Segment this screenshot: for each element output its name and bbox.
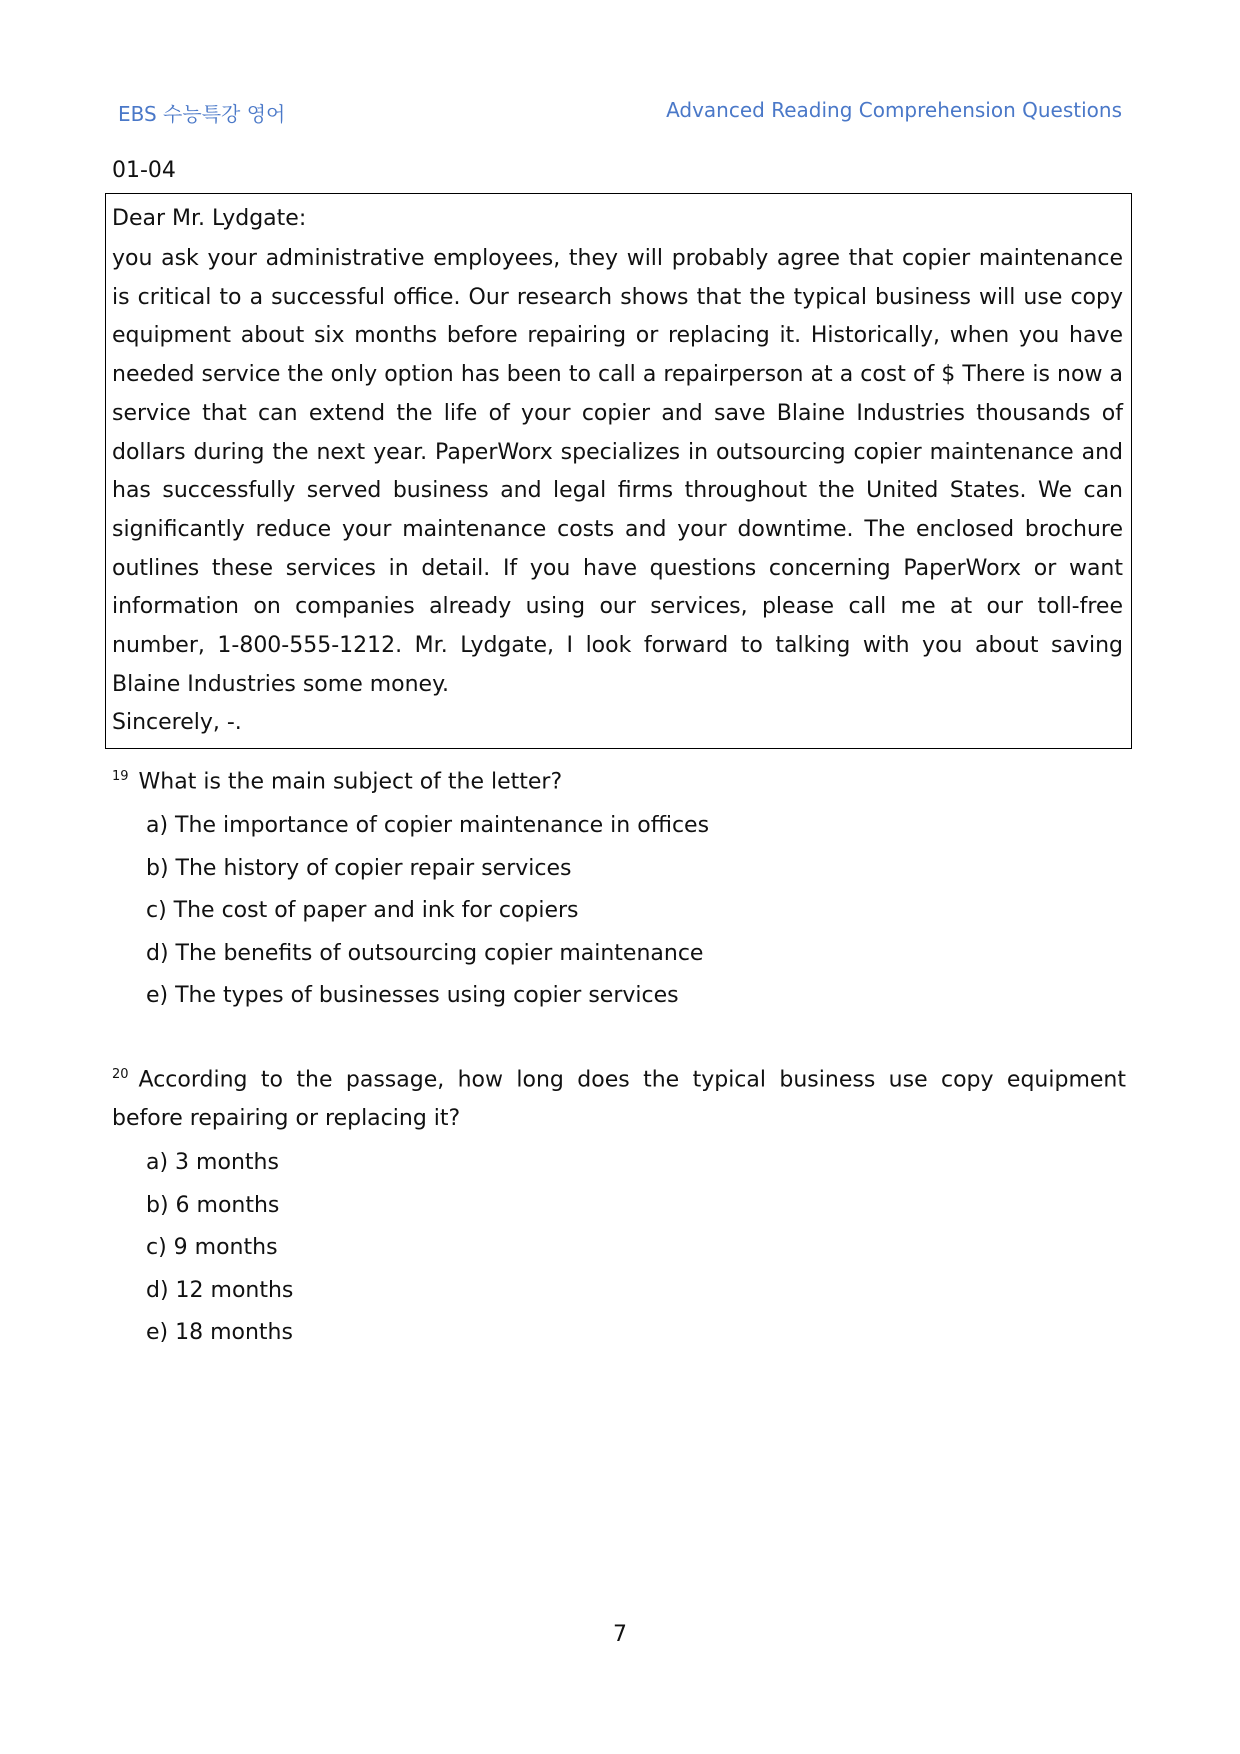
question-stem bbox=[112, 1055, 1126, 1138]
page-header bbox=[118, 98, 1122, 127]
answer-options bbox=[146, 805, 1126, 1018]
question-19 bbox=[112, 757, 1126, 1018]
question-text: According to the passage, how long does the typical business use copy equipment before repairing or replacing it? bbox=[112, 1067, 1126, 1132]
answer-option: b) The history of copier repair services bbox=[146, 855, 572, 881]
answer-options bbox=[146, 1142, 1126, 1355]
answer-option: e) 18 months bbox=[146, 1320, 293, 1346]
letter-closing: Sincerely, -. bbox=[112, 710, 242, 736]
answer-option: a) 3 months bbox=[146, 1150, 279, 1176]
question-20 bbox=[112, 1055, 1126, 1355]
answer-option: c) 9 months bbox=[146, 1235, 278, 1261]
letter-passage-box bbox=[105, 193, 1132, 749]
answer-option: e) The types of businesses using copier services bbox=[146, 983, 679, 1009]
question-stem bbox=[112, 757, 1126, 801]
section-id: 01-04 bbox=[112, 158, 176, 183]
letter-salutation: Dear Mr. Lydgate: bbox=[112, 206, 307, 231]
answer-option: a) The importance of copier maintenance in offices bbox=[146, 813, 710, 839]
letter-body: you ask your administrative employees, they will probably agree that copier maintenance is critical to a successful office. Our research shows that the typical business will use copy equipment about six months before repairing or replacing it. Historically, when you have needed service the only option has been to call a repairperson at a cost of $ There is now a service that can extend the life of your copier and save Blaine Industries thousands of dollars during the next year. PaperWorx specializes in outsourcing copier maintenance and has successfully served business and legal firms throughout the United States. We can significantly reduce your maintenance costs and your downtime. The enclosed brochure outlines these services in detail. If you have questions concerning PaperWorx or want information on companies already using our services, please call me at our toll-free number, 1-800-555-1212. Mr. Lydgate, I look forward to talking with you about saving Blaine Industries some money. bbox=[112, 246, 1123, 697]
answer-option: b) 6 months bbox=[146, 1192, 280, 1218]
answer-option: c) The cost of paper and ink for copiers bbox=[146, 898, 579, 924]
answer-option: d) The benefits of outsourcing copier maintenance bbox=[146, 940, 704, 966]
header-right-title: Advanced Reading Comprehension Questions bbox=[666, 98, 1122, 122]
question-number: 20 bbox=[112, 1067, 129, 1082]
page-number: 7 bbox=[613, 1622, 627, 1647]
answer-option: d) 12 months bbox=[146, 1277, 294, 1303]
question-text: What is the main subject of the letter? bbox=[138, 769, 563, 795]
question-number: 19 bbox=[112, 769, 129, 784]
header-left-title: EBS 수능특강 영어 bbox=[118, 102, 286, 126]
